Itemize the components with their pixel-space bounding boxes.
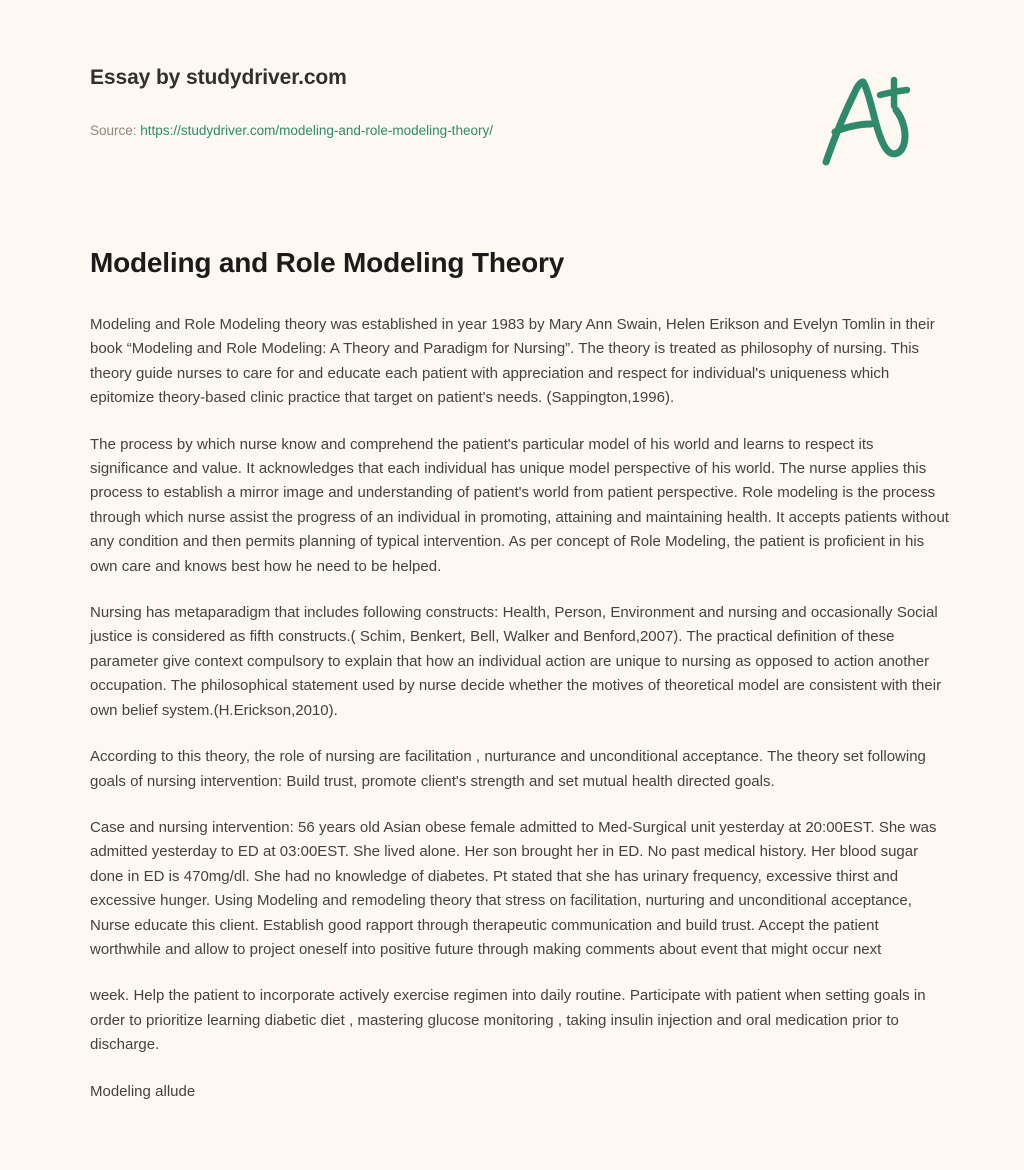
essay-body	[90, 313, 952, 1104]
source-url-link[interactable]: https://studydriver.com/modeling-and-role-modeling-theory/	[140, 123, 493, 138]
page-title: Modeling and Role Modeling Theory	[90, 247, 565, 278]
source-label: Source:	[90, 123, 137, 138]
studydriver-a-plus-logo-icon	[808, 70, 918, 170]
brand-title: Essay by studydriver.com	[90, 66, 347, 89]
paragraph: Case and nursing intervention: 56 years old Asian obese female admitted to Med-Surgical unit yesterday at 20:00EST. She was admitted yesterday to ED at 03:00EST. She lived alone. Her son brought her in ED. No past medical history. Her blood sugar done in ED is 470mg/dl. She had no knowledge of diabetes. Pt stated that she has urinary frequency, excessive thirst and excessive hunger. Using Modeling and remodeling theory that stress on facilitation, nurturing and unconditional acceptance, Nurse educate this client. Establish good rapport through therapeutic communication and build trust. Accept the patient worthwhile and allow to project oneself into positive future through making comments about event that might occur next	[90, 818, 937, 958]
paragraph: Modeling allude	[90, 1082, 196, 1100]
paragraph: Modeling and Role Modeling theory was established in year 1983 by Mary Ann Swain, Helen Erikson and Evelyn Tomlin in their book “Modeling and Role Modeling: A Theory and Paradigm for Nursing”. The theory is treated as philosophy of nursing. This theory guide nurses to care for and educate each patient with appreciation and respect for individual's uniqueness which epitomize theory-based clinic practice that target on patient's needs. (Sappington,1996).	[90, 316, 935, 407]
paragraph: According to this theory, the role of nursing are facilitation , nurturance and unconditional acceptance. The theory set following goals of nursing intervention: Build trust, promote client's strength and set mutual health directed goals.	[90, 748, 926, 790]
paragraph: Nursing has metaparadigm that includes following constructs: Health, Person, Environment and nursing and occasionally Social justice is considered as fifth constructs.( Schim, Benkert, Bell, Walker and Benford,2007). The practical definition of these parameter give context compulsory to explain that how an individual action are unique to nursing as opposed to action another occupation. The philosophical statement used by nurse decide whether the motives of theoretical model are consistent with their own belief system.(H.Erickson,2010).	[90, 604, 942, 719]
paragraph: week. Help the patient to incorporate actively exercise regimen into daily routine. Participate with patient when setting goals in order to prioritize learning diabetic diet , mastering glucose monitoring , taking insulin injection and oral medication prior to discharge.	[90, 987, 926, 1054]
page-header	[0, 0, 1024, 185]
source-line	[90, 122, 493, 140]
paragraph: The process by which nurse know and comprehend the patient's particular model of his world and learns to respect its significance and value. It acknowledges that each individual has unique model perspective of his world. The nurse applies this process to establish a mirror image and understanding of patient's world from patient perspective. Role modeling is the process through which nurse assist the progress of an individual in promoting, attaining and maintaining health. It accepts patients without any condition and then permits planning of typical intervention. As per concept of Role Modeling, the patient is proficient in his own care and knows best how he need to be helped.	[90, 435, 949, 575]
